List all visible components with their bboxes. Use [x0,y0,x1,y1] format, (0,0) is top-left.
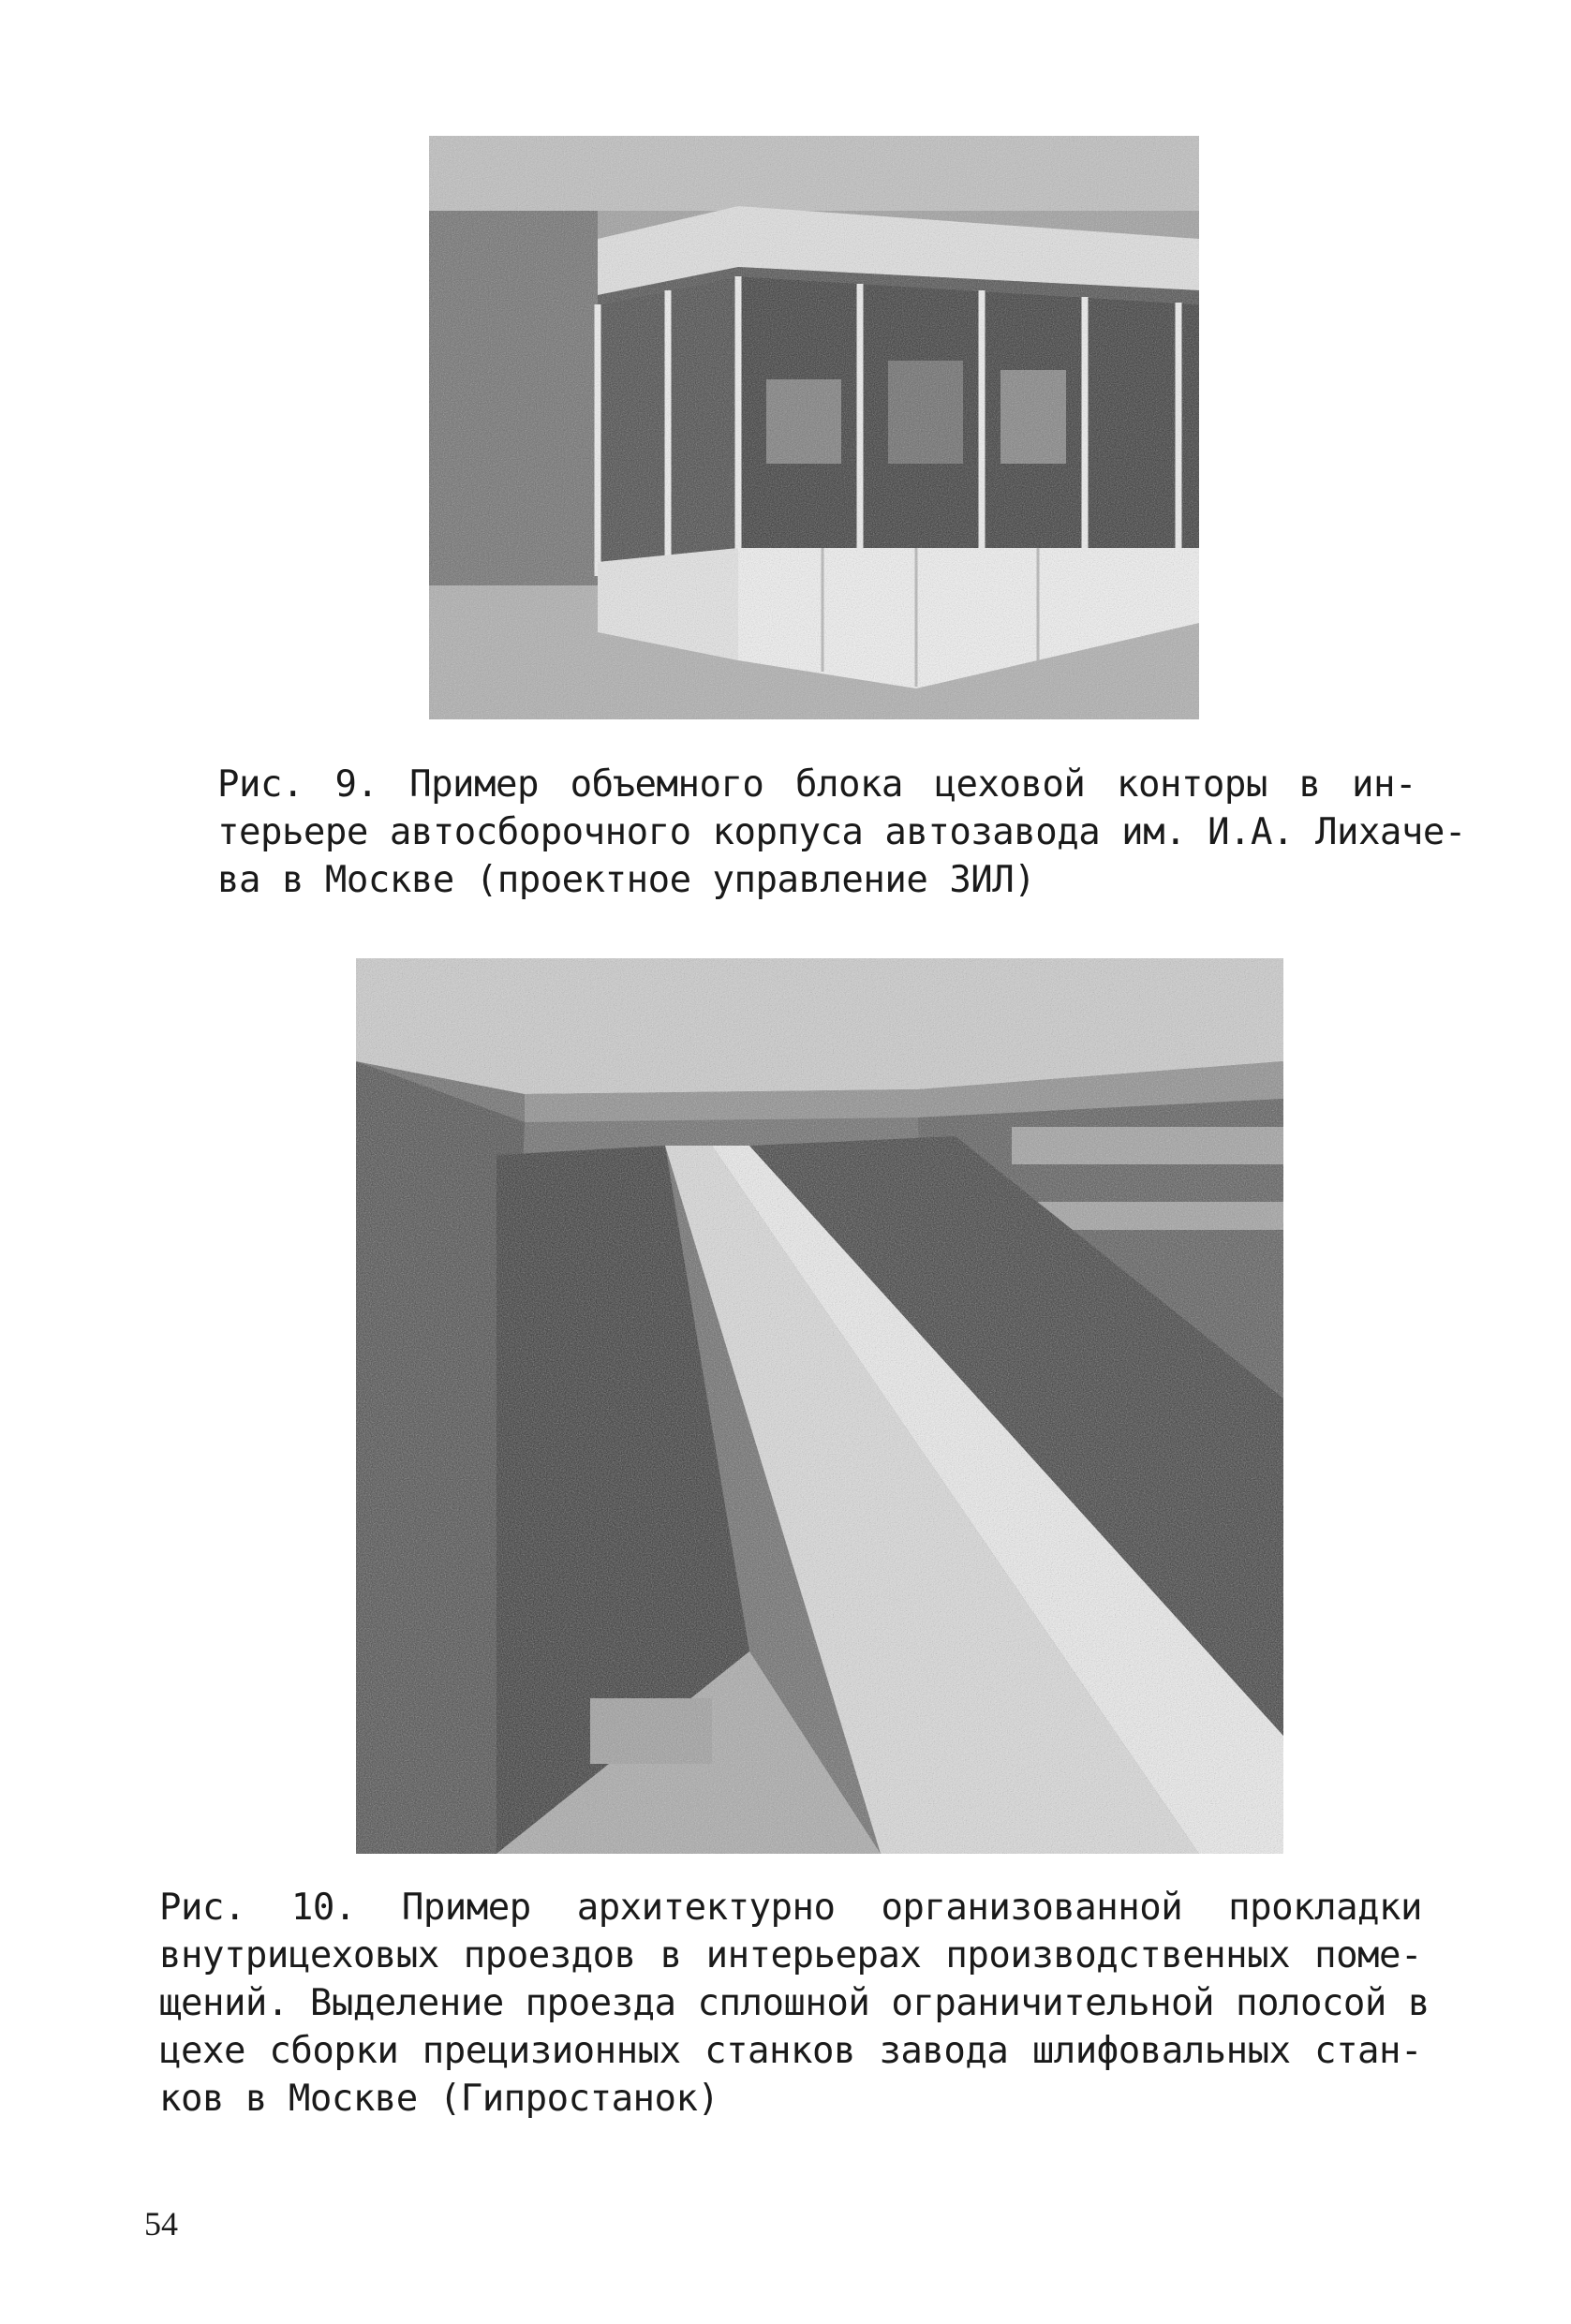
caption-line: ва в Москве (проектное управление ЗИЛ) [217,859,1036,901]
caption-line: ков в Москве (Гипростанок) [159,2078,719,2120]
caption-line: щений. Выделение проезда сплошной ограничительной полосой в [159,1982,1430,2024]
caption-line: терьере автосборочного корпуса автозавода им. И.А. Лихаче- [217,811,1466,853]
page-number: 54 [144,2205,178,2243]
figure-10-caption [159,1884,1430,2123]
caption-line: Рис. 10. Пример архитектурно организованной прокладки [159,1887,1422,1929]
caption-line: внутрицеховых проездов в интерьерах производственных поме- [159,1934,1422,1976]
figure-9-illustration [429,136,1199,719]
caption-line: цехе сборки прецизионных станков завода шлифовальных стан- [159,2030,1422,2072]
figure-9-photo [429,136,1199,719]
caption-line: Рис. 9. Пример объемного блока цеховой конторы в ин- [217,763,1416,806]
figure-9-caption [217,761,1466,904]
figure-10-illustration [356,958,1283,1854]
figure-10-photo [356,958,1283,1854]
